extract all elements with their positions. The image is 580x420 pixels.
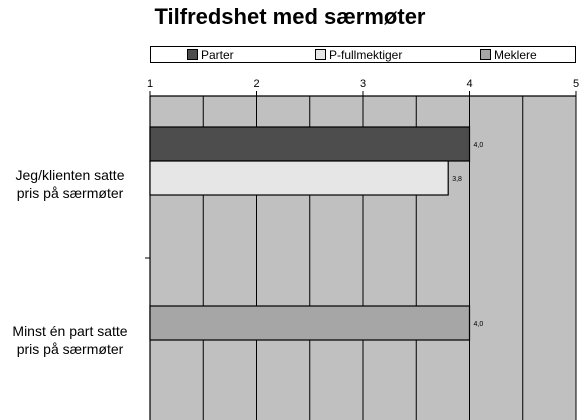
category-label-line: pris på særmøter — [16, 341, 124, 357]
category-label-line: Jeg/klienten satte — [15, 167, 125, 183]
category-label-line: Minst én part satte — [12, 323, 128, 339]
bar-p-fullmektiger — [150, 161, 448, 195]
legend-label-parter: Parter — [201, 47, 234, 62]
data-label: 4,0 — [473, 142, 484, 149]
legend-label-meklere: Meklere — [494, 47, 537, 62]
category-label-minst-en-part — [0, 322, 140, 358]
x-tick-label: 5 — [572, 78, 580, 90]
data-label: 3,8 — [452, 176, 462, 183]
data-label: 4,0 — [473, 321, 484, 328]
category-label-jeg-klienten — [0, 166, 140, 202]
category-label-line: pris på særmøter — [16, 185, 124, 201]
x-tick-label: 1 — [146, 78, 154, 90]
x-tick-label: 3 — [359, 78, 367, 90]
bar-parter — [150, 127, 470, 161]
x-tick-label: 2 — [253, 78, 260, 90]
bar-meklere — [150, 306, 470, 340]
chart-title: Tilfredshet med særmøter — [154, 4, 426, 29]
x-tick-label: 4 — [466, 78, 473, 90]
legend-label-p-fullmektiger: P-fullmektiger — [329, 47, 403, 62]
